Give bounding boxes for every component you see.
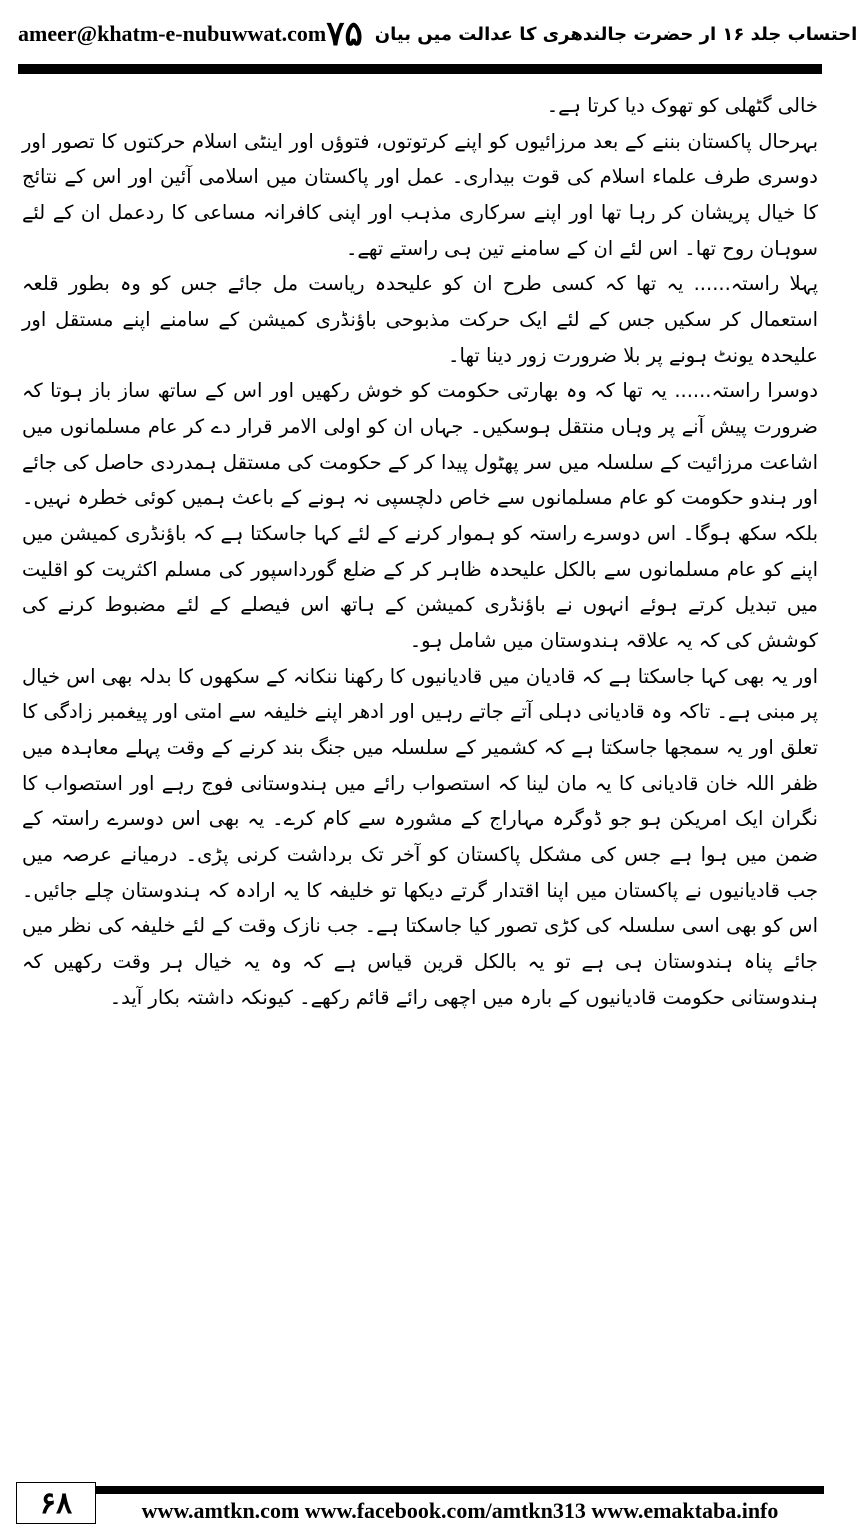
paragraph: اور یہ بھی کہا جاسکتا ہے کہ قادیان میں قادیانیوں کا رکھنا ننکانہ کے سکھوں کا بدلہ بھی اس خیال پر مبنی ہے۔ تاکہ وہ قادیانی دہلی آتے جاتے رہیں اور ادھر اپنے خلیفہ سے امتی اور پیغمبر زادگی کا تعلق اور یہ سمجھا جاسکتا ہے کہ کشمیر کے سلسلہ میں جنگ بند کرنے کے وقت پہلے معاہدہ میں ظفر اللہ خان قادیانی کا یہ مان لینا کہ استصواب رائے میں ہندوستانی فوج رہے اور استصواب کا نگران ایک امریکن ہو جو ڈوگرہ مہاراج کے مشورہ سے کام کرے۔ یہ بھی اس دوسرے راستہ کے ضمن میں ہوا ہے جس کی مشکل پاکستان کو آخر تک برداشت کرنی پڑی۔ درمیانے عرصہ میں جب قادیانیوں نے پاکستان میں اپنا اقتدار گرتے دیکھا تو خلیفہ کا یہ ارادہ کہ ہندوستان چلے جائیں۔ اس کو بھی اسی سلسلہ کی کڑی تصور کیا جاسکتا ہے۔ جب نازک وقت کے لئے خلیفہ کی نظر میں جائے پناہ ہندوستان ہی ہے تو یہ بالکل قرین قیاس ہے کہ وہ یہ خیال ہر وقت رکھیں کہ ہندوستانی حکومت قادیانیوں کے بارہ میں اچھی رائے قائم رکھے۔ کیونکہ داشتہ بکار آید۔ (22, 664, 818, 1009)
paragraph: بہرحال پاکستان بننے کے بعد مرزائیوں کو اپنے کرتوتوں، فتوؤں اور اینٹی اسلام حرکتوں کا تصور اور دوسری طرف علماء اسلام کی قوت بیداری۔ عمل اور پاکستان میں اسلامی آئین اور اس کے نتائج کا خیال پریشان کر رہا تھا اور اپنے سرکاری مذہب اور اپنی کافرانہ مساعی کا ردعمل ان کے لئے سوہان روح تھا۔ اس لئے ان کے سامنے تین ہی راستے تھے۔ (22, 129, 818, 260)
footer-main (96, 1486, 824, 1524)
footer-links: www.amtkn.com www.facebook.com/amtkn313 www.emaktaba.info (141, 1498, 779, 1523)
footer-rule (96, 1486, 824, 1494)
paragraph: خالی گٹھلی کو تھوک دیا کرتا ہے۔ (546, 94, 818, 117)
header-page-number: ۷۵ (326, 16, 363, 53)
paragraph: پہلا راستہ...... یہ تھا کہ کسی طرح ان کو علیحدہ ریاست مل جائے جس کو وہ بطور قلعہ استعمال کر سکیں جس کے لئے ایک حرکت مذبوحی باؤنڈری کمیشن کے سامنے اپنے مستقل اور علیحدہ یونٹ ہونے پر بلا ضرورت زور دینا تھا۔ (22, 272, 818, 367)
footer-page-number: ۶۸ (16, 1482, 96, 1524)
header-email: ameer@khatm-e-nubuwwat.com (18, 21, 327, 46)
page-header (18, 8, 857, 60)
page-footer (16, 1482, 824, 1524)
body-text (22, 88, 818, 1428)
header-rule (18, 64, 822, 74)
header-right (326, 14, 857, 54)
book-title: احتساب جلد ۱۶ ار حضرت جالندھری کا عدالت میں بیان (374, 23, 857, 45)
paragraph: دوسرا راستہ...... یہ تھا کہ وہ بھارتی حکومت کو خوش رکھیں اور اس کے ساتھ ساز باز ہوتا کہ ضرورت پیش آنے پر وہاں منتقل ہوسکیں۔ جہاں ان کو اولی الامر قرار دے کر عام مسلمانوں میں اشاعت مرزائیت کے سلسلہ میں سر پھٹول پیدا کر کے حکومت کی مستقل ہمدردی حاصل کی جائے اور ہندو حکومت کو عام مسلمانوں سے خاص دلچسپی نہ ہونے کے باعث ہمیں کوئی خطرہ نہیں۔ بلکہ سکھ ہوگا۔ اس دوسرے راستہ کو ہموار کرنے کے لئے کہا جاسکتا ہے کہ باؤنڈری کمیشن میں اپنے کو عام مسلمانوں سے بالکل علیحدہ ظاہر کر کے ضلع گورداسپور کی مسلم اکثریت کو اقلیت میں تبدیل کرتے ہوئے انہوں نے باؤنڈری کمیشن کے ہاتھ اس فیصلے کے لئے مضبوط کرنے کی کوشش کی کہ یہ علاقہ ہندوستان میں شامل ہو۔ (22, 379, 818, 653)
